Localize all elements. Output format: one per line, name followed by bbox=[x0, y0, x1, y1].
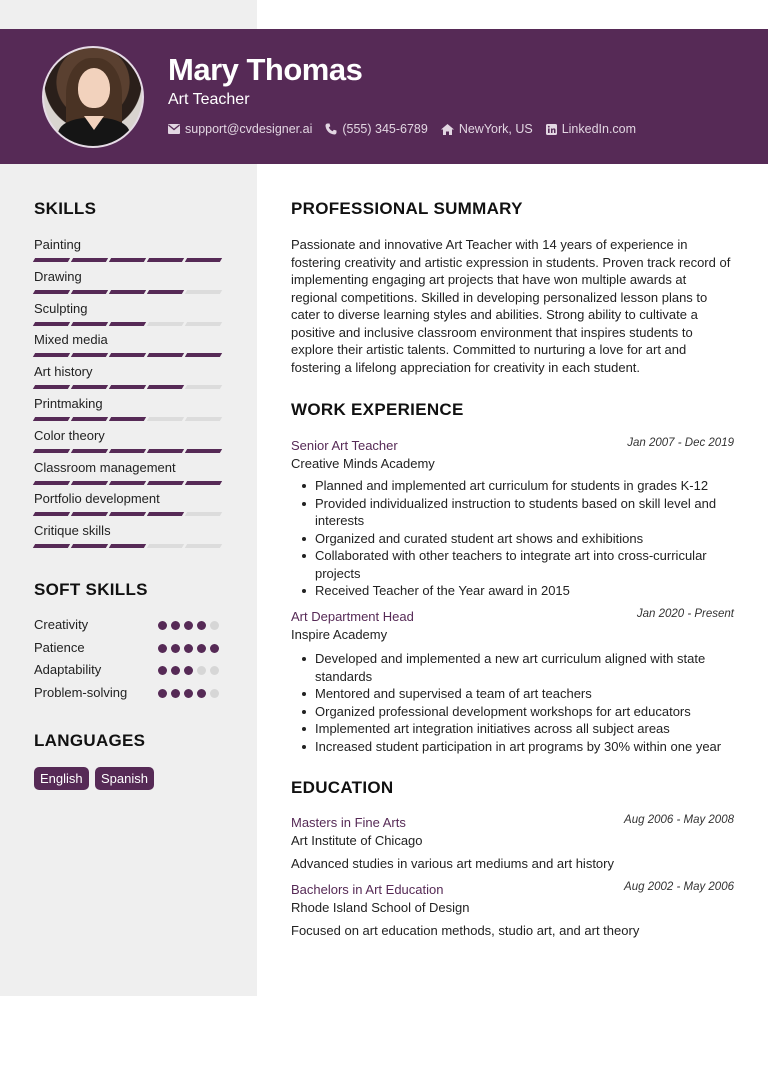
profile-photo bbox=[42, 46, 144, 148]
skill-level-bar bbox=[34, 322, 224, 326]
skill-label: Drawing bbox=[34, 268, 82, 284]
contact-email[interactable] bbox=[168, 122, 312, 136]
skill-level-segment bbox=[147, 481, 184, 485]
soft-skill-row bbox=[34, 685, 224, 701]
skill-level-segment bbox=[33, 322, 70, 326]
rating-dot bbox=[197, 644, 206, 653]
list-item: Mentored and supervised a team of art teachers bbox=[291, 685, 736, 703]
soft-skill-rating bbox=[158, 689, 223, 698]
degree-title: Masters in Fine Arts bbox=[291, 815, 406, 830]
skill-level-segment bbox=[185, 322, 222, 326]
skill-level-bar bbox=[34, 417, 224, 421]
skill-level-segment bbox=[33, 512, 70, 516]
contact-location bbox=[441, 122, 533, 136]
soft-skill-row bbox=[34, 640, 224, 656]
rating-dot bbox=[210, 621, 219, 630]
skill-level-segment bbox=[109, 481, 146, 485]
skill-level-segment bbox=[109, 290, 146, 294]
job-bullets bbox=[291, 477, 736, 600]
job-dates: Jan 2007 - Dec 2019 bbox=[627, 437, 734, 449]
skills-heading: SKILLS bbox=[34, 199, 97, 218]
skill-level-segment bbox=[147, 258, 184, 262]
language-tag: English bbox=[34, 767, 89, 790]
skill-level-segment bbox=[33, 417, 70, 421]
list-item: Planned and implemented art curriculum for students in grades K-12 bbox=[291, 477, 736, 495]
skill-label: Painting bbox=[34, 237, 81, 252]
languages-heading: LANGUAGES bbox=[34, 731, 146, 750]
job-company: Creative Minds Academy bbox=[291, 456, 435, 471]
soft-skill-rating bbox=[158, 666, 223, 675]
education-dates: Aug 2002 - May 2006 bbox=[624, 881, 734, 893]
soft-skill-label: Patience bbox=[34, 639, 85, 655]
skill-level-bar bbox=[34, 258, 224, 262]
job-company: Inspire Academy bbox=[291, 627, 388, 642]
contact-phone[interactable] bbox=[325, 122, 427, 136]
skill-level-segment bbox=[71, 258, 108, 262]
skill-level-segment bbox=[33, 544, 70, 548]
skill-level-segment bbox=[109, 449, 146, 453]
soft-skill-rating bbox=[158, 621, 223, 630]
skill-label: Printmaking bbox=[34, 396, 103, 411]
skill-level-segment bbox=[33, 385, 70, 389]
envelope-icon bbox=[168, 124, 180, 134]
skill-level-segment bbox=[147, 290, 184, 294]
home-icon bbox=[441, 124, 454, 135]
education-description: Focused on art education methods, studio art, and art theory bbox=[291, 923, 640, 938]
job-dates: Jan 2020 - Present bbox=[636, 608, 734, 620]
skill-level-segment bbox=[109, 512, 146, 516]
rating-dot bbox=[184, 621, 193, 630]
rating-dot bbox=[210, 644, 219, 653]
linkedin-text: LinkedIn.com bbox=[561, 122, 637, 136]
skill-level-segment bbox=[33, 290, 70, 294]
list-item: Organized and curated student art shows and exhibitions bbox=[291, 530, 736, 548]
skill-level-segment bbox=[147, 512, 184, 516]
skill-label: Classroom management bbox=[34, 459, 176, 475]
skill-level-segment bbox=[71, 481, 108, 485]
candidate-name: Mary Thomas bbox=[168, 52, 363, 87]
skill-level-segment bbox=[185, 258, 222, 262]
rating-dot bbox=[171, 666, 180, 675]
job-bullets bbox=[291, 650, 736, 755]
skill-level-segment bbox=[147, 353, 184, 357]
skill-level-segment bbox=[185, 385, 222, 389]
skill-level-segment bbox=[109, 258, 146, 262]
skill-level-segment bbox=[109, 353, 146, 357]
rating-dot bbox=[158, 644, 167, 653]
skill-level-segment bbox=[109, 385, 146, 389]
skill-level-segment bbox=[33, 353, 70, 357]
skill-level-segment bbox=[185, 290, 222, 294]
rating-dot bbox=[210, 666, 219, 675]
summary-heading: PROFESSIONAL SUMMARY bbox=[291, 199, 523, 218]
skill-label: Mixed media bbox=[34, 332, 108, 348]
skill-level-segment bbox=[147, 449, 184, 453]
degree-title: Bachelors in Art Education bbox=[291, 882, 444, 897]
list-item: Developed and implemented a new art curriculum aligned with state standards bbox=[291, 650, 736, 685]
rating-dot bbox=[158, 666, 167, 675]
skill-level-bar bbox=[34, 544, 224, 548]
rating-dot bbox=[184, 644, 193, 653]
list-item: Collaborated with other teachers to integrate art into cross-curricular projects bbox=[291, 547, 736, 582]
list-item: Increased student participation in art programs by 30% within one year bbox=[291, 738, 736, 756]
job-title: Art Department Head bbox=[291, 609, 414, 624]
skill-level-segment bbox=[185, 449, 222, 453]
skill-label: Sculpting bbox=[34, 300, 88, 316]
soft-skills-heading: SOFT SKILLS bbox=[34, 580, 148, 599]
phone-text: (555) 345-6789 bbox=[342, 122, 428, 136]
rating-dot bbox=[171, 644, 180, 653]
skill-level-bar bbox=[34, 449, 224, 453]
list-item: Provided individualized instruction to students based on skill level and interests bbox=[291, 495, 736, 530]
candidate-role: Art Teacher bbox=[168, 91, 250, 108]
skill-level-segment bbox=[109, 544, 146, 548]
skill-level-segment bbox=[185, 512, 222, 516]
language-tag: Spanish bbox=[95, 767, 154, 790]
rating-dot bbox=[197, 666, 206, 675]
education-description: Advanced studies in various art mediums and art history bbox=[291, 856, 614, 871]
skill-level-segment bbox=[71, 385, 108, 389]
skill-label: Color theory bbox=[34, 427, 105, 443]
experience-heading: WORK EXPERIENCE bbox=[291, 400, 464, 419]
skill-level-segment bbox=[71, 353, 108, 357]
linkedin-icon bbox=[546, 124, 557, 135]
rating-dot bbox=[171, 689, 180, 698]
location-text: NewYork, US bbox=[458, 122, 533, 136]
skill-level-segment bbox=[33, 449, 70, 453]
skill-label: Critique skills bbox=[34, 523, 111, 539]
soft-skill-row bbox=[34, 617, 224, 633]
skill-level-segment bbox=[147, 417, 184, 421]
job-title: Senior Art Teacher bbox=[291, 438, 398, 453]
skill-level-segment bbox=[147, 322, 184, 326]
rating-dot bbox=[197, 689, 206, 698]
rating-dot bbox=[158, 621, 167, 630]
soft-skill-rating bbox=[158, 644, 223, 653]
rating-dot bbox=[171, 621, 180, 630]
skill-label: Art history bbox=[34, 364, 93, 380]
education-heading: EDUCATION bbox=[291, 778, 394, 797]
contact-bar bbox=[168, 122, 649, 136]
soft-skill-label: Adaptability bbox=[34, 662, 102, 677]
rating-dot bbox=[210, 689, 219, 698]
summary-text: Passionate and innovative Art Teacher with 14 years of experience in fostering creativity and artistic expression in students. Proven track record of implementing engaging art projects that have won multiple awards at regional competitions. Skilled in developing personalized lesson plans to cater to diverse learning styles and abilities. Strong ability to cultivate a positive and inclusive classroom environment that inspires students to explore their artistic talents. Committed to nurturing a love for art and fostering a lifelong appreciation for creativity in each student. bbox=[291, 237, 731, 375]
rating-dot bbox=[158, 689, 167, 698]
skill-level-segment bbox=[33, 258, 70, 262]
skill-level-segment bbox=[71, 449, 108, 453]
rating-dot bbox=[184, 689, 193, 698]
skill-level-bar bbox=[34, 290, 224, 294]
rating-dot bbox=[197, 621, 206, 630]
list-item: Implemented art integration initiatives across all subject areas bbox=[291, 720, 736, 738]
skill-level-segment bbox=[71, 544, 108, 548]
skill-level-bar bbox=[34, 481, 224, 485]
skill-level-segment bbox=[109, 417, 146, 421]
skill-level-segment bbox=[185, 417, 222, 421]
list-item: Organized professional development workshops for art educators bbox=[291, 703, 736, 721]
rating-dot bbox=[184, 666, 193, 675]
soft-skill-row bbox=[34, 662, 224, 678]
skill-level-segment bbox=[109, 322, 146, 326]
email-text: support@cvdesigner.ai bbox=[185, 122, 313, 136]
skill-label: Portfolio development bbox=[34, 491, 160, 507]
skill-level-segment bbox=[71, 290, 108, 294]
skill-level-bar bbox=[34, 353, 224, 357]
skill-level-segment bbox=[71, 322, 108, 326]
skill-level-segment bbox=[185, 481, 222, 485]
skill-level-bar bbox=[34, 385, 224, 389]
contact-linkedin[interactable] bbox=[546, 122, 636, 136]
skill-level-bar bbox=[34, 512, 224, 516]
skill-level-segment bbox=[33, 481, 70, 485]
skill-level-segment bbox=[147, 385, 184, 389]
skill-level-segment bbox=[147, 544, 184, 548]
skill-level-segment bbox=[185, 353, 222, 357]
education-dates: Aug 2006 - May 2008 bbox=[624, 814, 734, 826]
soft-skill-label: Problem-solving bbox=[34, 684, 128, 700]
school-name: Rhode Island School of Design bbox=[291, 900, 470, 915]
skill-level-segment bbox=[71, 417, 108, 421]
skill-level-segment bbox=[185, 544, 222, 548]
soft-skill-label: Creativity bbox=[34, 617, 89, 632]
school-name: Art Institute of Chicago bbox=[291, 833, 423, 848]
list-item: Received Teacher of the Year award in 2015 bbox=[291, 582, 736, 600]
skill-level-segment bbox=[71, 512, 108, 516]
phone-icon bbox=[325, 123, 337, 135]
